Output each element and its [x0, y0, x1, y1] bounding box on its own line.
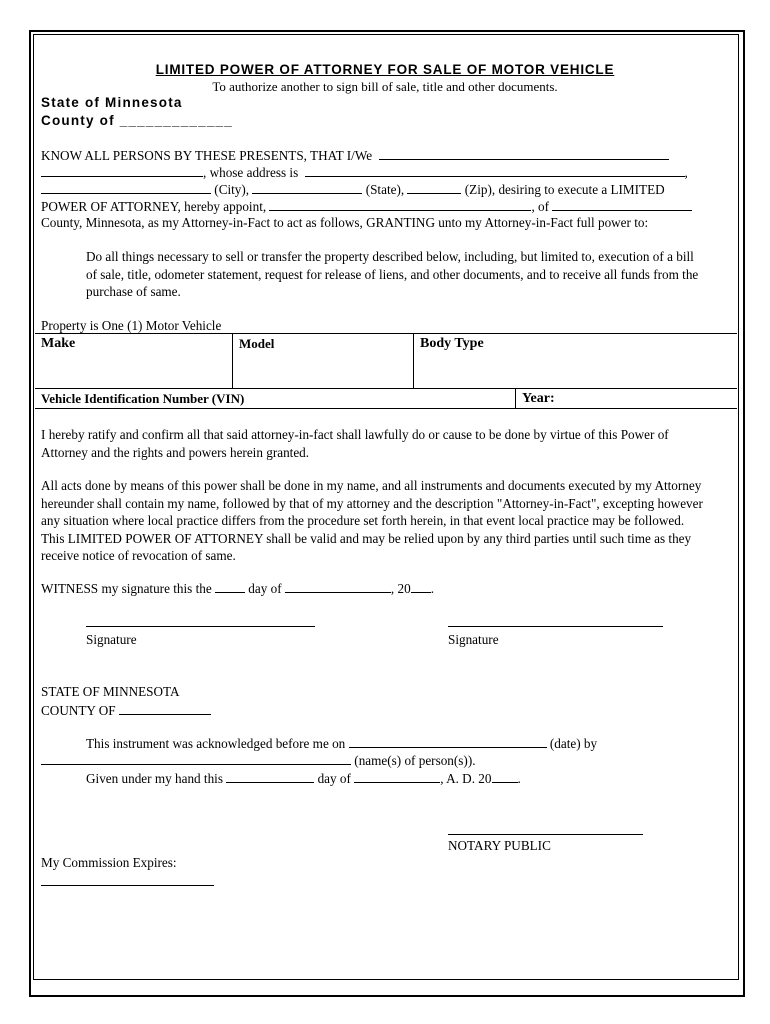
- appoint-text: POWER OF ATTORNEY, hereby appoint,: [41, 199, 267, 214]
- period: .: [430, 581, 434, 596]
- table-row-border: [35, 388, 737, 389]
- of-text: , of: [531, 199, 550, 214]
- model-label: Model: [239, 336, 275, 351]
- county-line: County of _____________: [41, 113, 233, 128]
- given-year-field[interactable]: [492, 770, 518, 783]
- form-title: LIMITED POWER OF ATTORNEY FOR SALE OF MOTOR VEHICLE: [155, 62, 615, 77]
- notary-county-label: COUNTY OF: [41, 703, 116, 718]
- names-label: (name(s) of person(s)).: [354, 753, 476, 768]
- property-caption: Property is One (1) Motor Vehicle: [41, 318, 222, 333]
- table-bottom-border: [35, 408, 737, 409]
- notary-signature-line[interactable]: [448, 834, 643, 835]
- witness-day-of-text: day of: [248, 581, 282, 596]
- acts-line: receive notice of revocation of same.: [41, 548, 236, 563]
- witness-line: [41, 580, 434, 597]
- zip-label: (Zip), desiring to execute a LIMITED: [464, 182, 665, 197]
- powers-line: purchase of same.: [86, 284, 181, 299]
- signature-line-right[interactable]: [448, 626, 663, 627]
- address-field[interactable]: [305, 164, 685, 177]
- intro-line-5: County, Minnesota, as my Attorney-in-Fact to act as follows, GRANTING unto my Attorney-in-Fact full power to:: [41, 215, 649, 230]
- notary-state: STATE OF MINNESOTA: [41, 684, 180, 699]
- intro-line-4: [41, 198, 692, 215]
- grantor-name-field[interactable]: [379, 147, 669, 160]
- given-day-of-text: day of: [317, 771, 351, 786]
- powers-line: Do all things necessary to sell or transfer the property described below, including, but limited to, execution of a bill: [86, 249, 694, 264]
- table-top-border: [35, 333, 737, 334]
- ack-date-label: (date) by: [549, 736, 598, 751]
- make-label: Make: [41, 336, 76, 351]
- attorney-county-field[interactable]: [552, 198, 692, 211]
- acts-line: hereunder shall contain my name, followed by that of my attorney and the description "Attorney-in-Fact", excepting however: [41, 495, 703, 511]
- witness-year-prefix: , 20: [390, 581, 411, 596]
- names-line: [41, 752, 476, 769]
- acts-line: All acts done by means of this power shall be done in my name, and all instruments and documents executed by my Attorney: [41, 478, 702, 493]
- ratify-line: I hereby ratify and confirm all that said attorney-in-fact shall lawfully do or cause to be done by virtue of this Power of: [41, 427, 669, 442]
- ack-date-field[interactable]: [349, 735, 547, 748]
- grantor-name-field-2[interactable]: [41, 164, 203, 177]
- signature-line-left[interactable]: [86, 626, 315, 627]
- table-divider: [515, 388, 516, 408]
- form-subtitle: To authorize another to sign bill of sale, title and other documents.: [212, 79, 558, 94]
- acts-line: any situation where local practice differs from the procedure set forth herein, in that event local practice may be followed.: [41, 513, 685, 528]
- state-label: (State),: [365, 182, 405, 197]
- names-field[interactable]: [41, 752, 351, 765]
- notary-public-label: NOTARY PUBLIC: [448, 838, 551, 853]
- intro-text: KNOW ALL PERSONS BY THESE PRESENTS, THAT I/We: [41, 148, 373, 163]
- intro-line-3: [41, 181, 665, 198]
- witness-year-field[interactable]: [411, 580, 431, 593]
- intro-line-1: [41, 147, 669, 164]
- body-type-label: Body Type: [420, 336, 484, 351]
- city-field[interactable]: [41, 181, 211, 194]
- attorney-name-field[interactable]: [269, 198, 531, 211]
- acts-line: This LIMITED POWER OF ATTORNEY shall be valid and may be relied upon by any third parties until such time as they: [41, 530, 692, 546]
- state-line: State of Minnesota: [41, 95, 183, 110]
- table-divider: [413, 333, 414, 388]
- acts-paragraph: [41, 477, 703, 565]
- commission-label: My Commission Expires:: [41, 855, 177, 870]
- signature-label-left: Signature: [86, 632, 137, 647]
- whose-address-text: , whose address is: [203, 165, 299, 180]
- notary-county-field[interactable]: [119, 702, 211, 715]
- ack-line: [86, 735, 597, 752]
- powers-line: of sale, title, odometer statement, request for release of liens, and other documents, and to receive all funds from the: [86, 266, 699, 282]
- notary-county-line: [41, 702, 211, 719]
- period: .: [517, 771, 521, 786]
- given-ad-text: , A. D. 20: [440, 771, 492, 786]
- commission-date-line[interactable]: [41, 885, 214, 886]
- ratify-line: Attorney and the rights and powers herein granted.: [41, 444, 310, 460]
- witness-text: WITNESS my signature this the: [41, 581, 212, 596]
- witness-month-field[interactable]: [285, 580, 391, 593]
- vin-label: Vehicle Identification Number (VIN): [41, 391, 245, 406]
- given-month-field[interactable]: [354, 770, 440, 783]
- ack-text: This instrument was acknowledged before me on: [86, 736, 346, 751]
- state-field[interactable]: [252, 181, 362, 194]
- city-label: (City),: [214, 182, 250, 197]
- signature-label-right: Signature: [448, 632, 499, 647]
- zip-field[interactable]: [407, 181, 461, 194]
- intro-line-2: [41, 164, 688, 181]
- witness-day-field[interactable]: [215, 580, 245, 593]
- year-label: Year:: [522, 391, 555, 406]
- table-divider: [232, 333, 233, 388]
- given-day-field[interactable]: [226, 770, 314, 783]
- comma: ,: [684, 165, 688, 180]
- given-line: [86, 770, 521, 787]
- ratify-paragraph: [41, 426, 669, 461]
- given-text: Given under my hand this: [86, 771, 223, 786]
- powers-paragraph: [86, 248, 698, 301]
